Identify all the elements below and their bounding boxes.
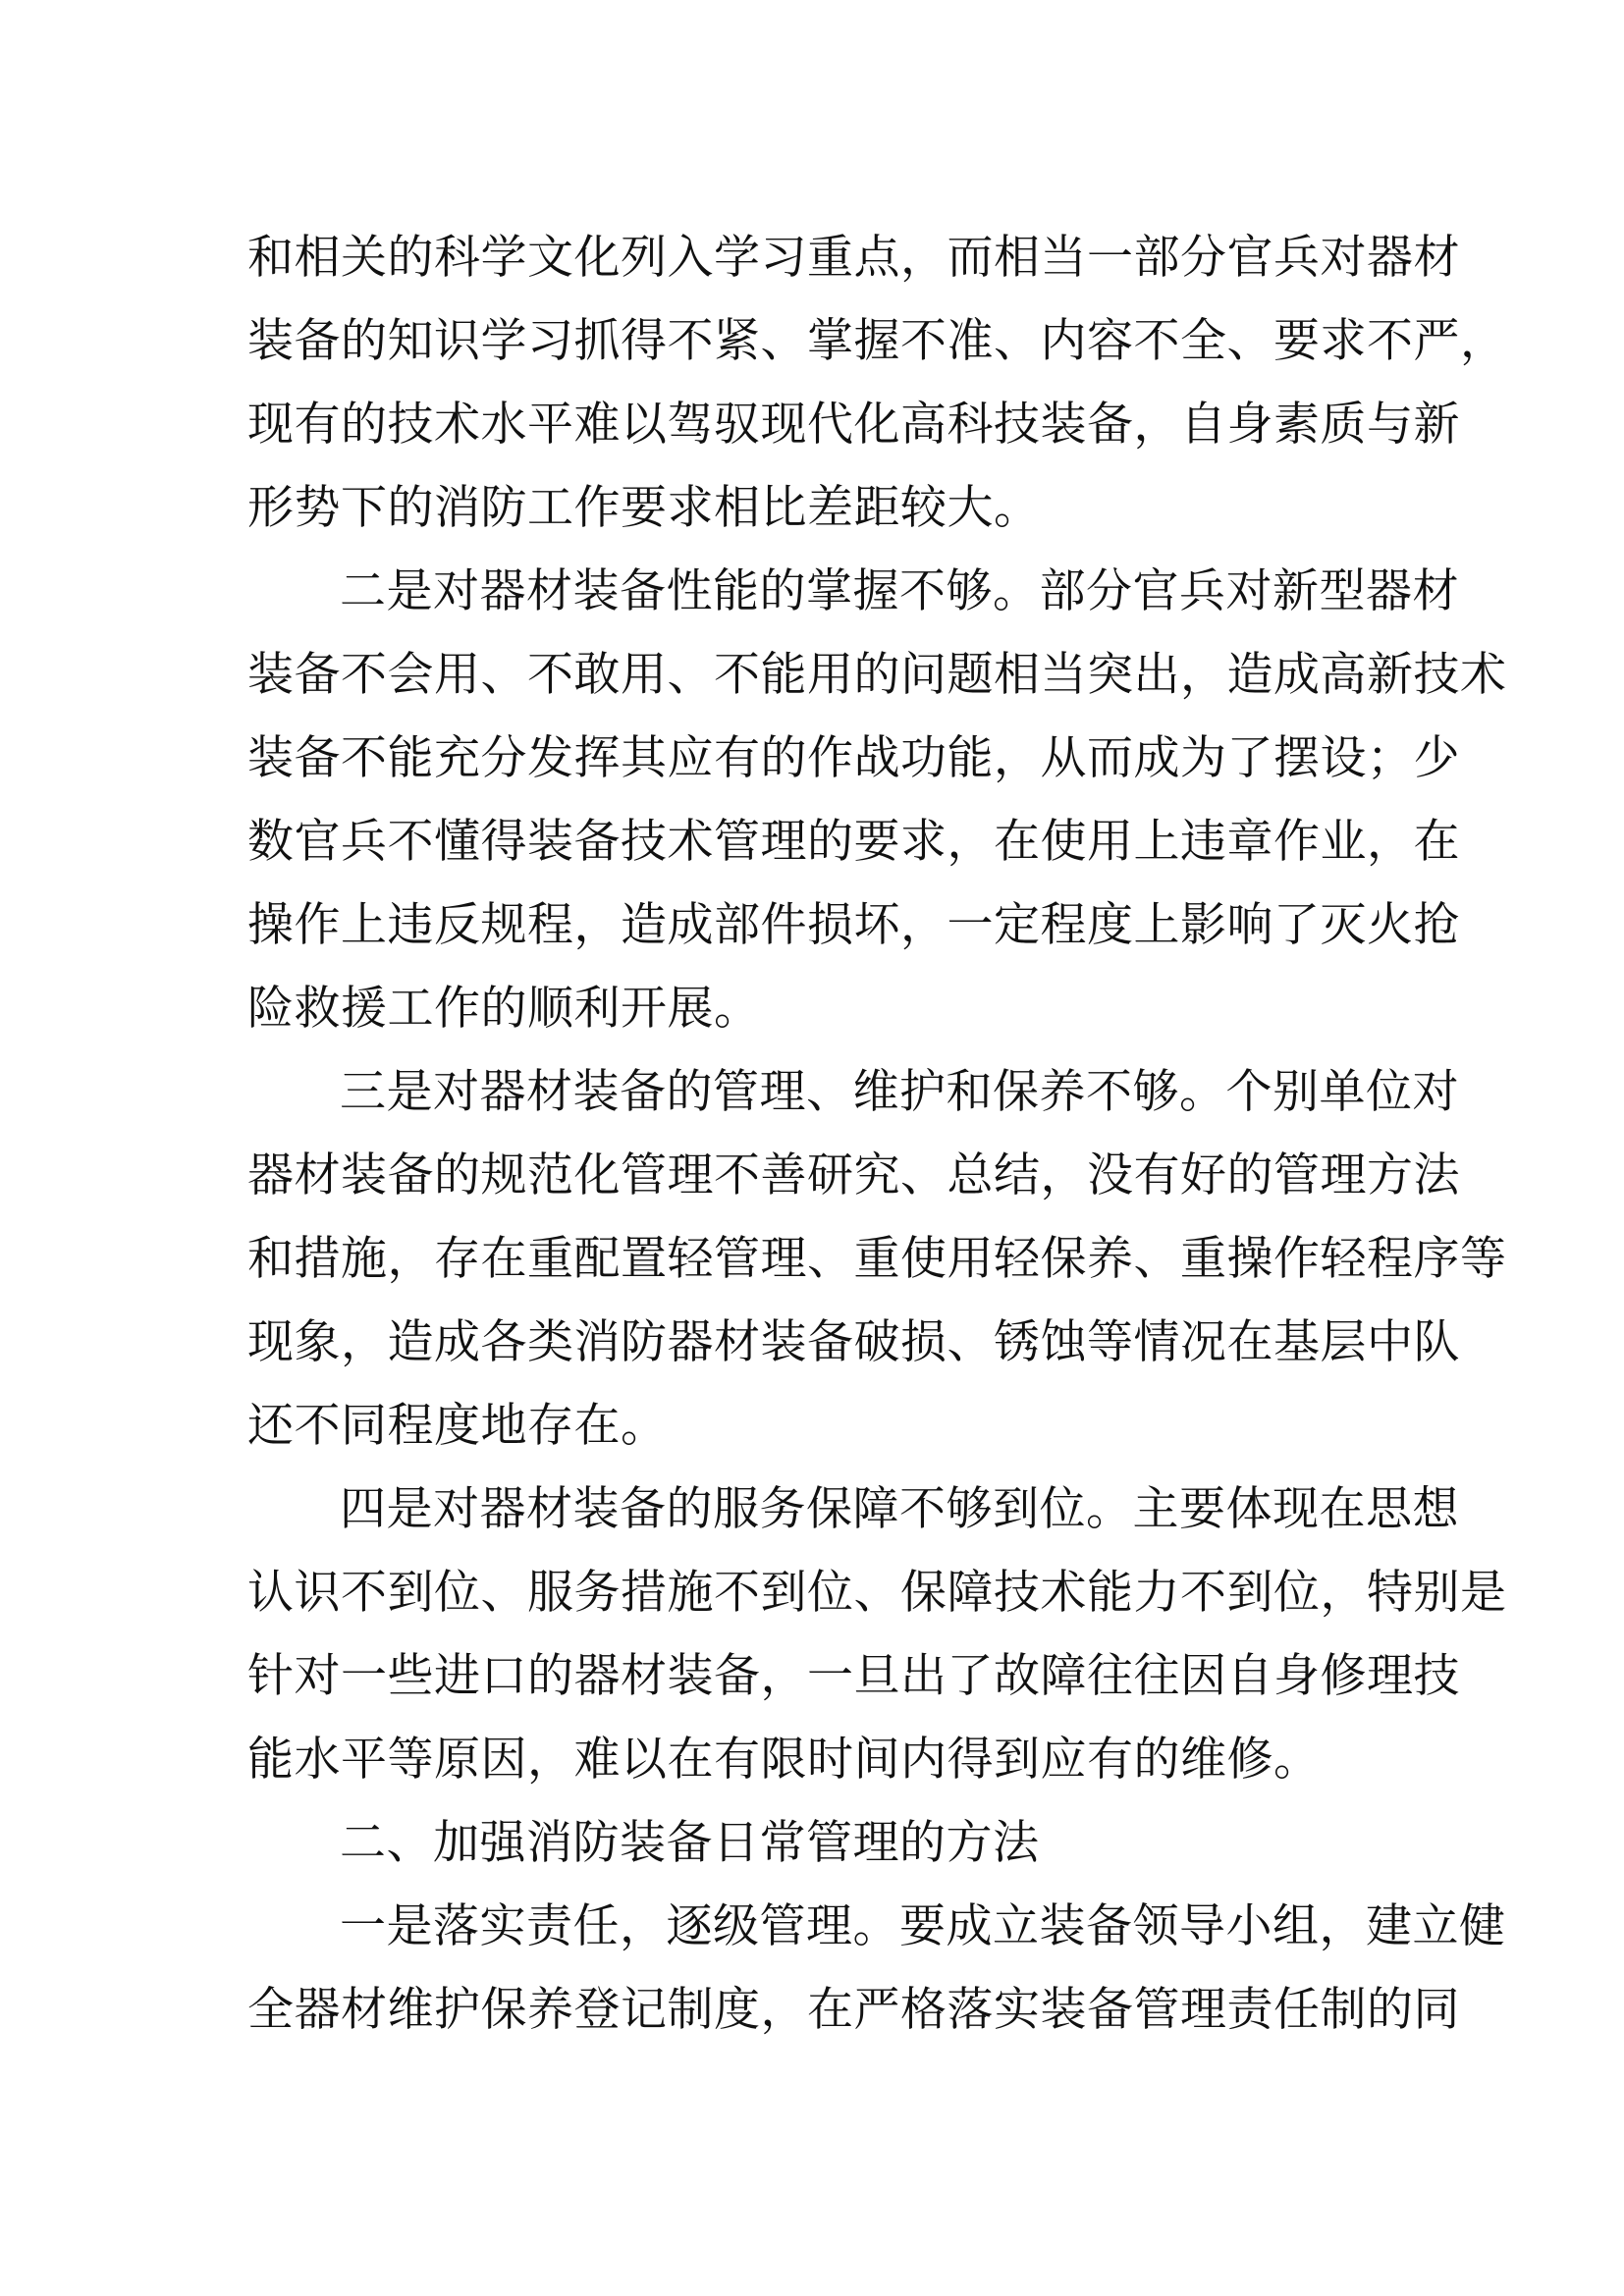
text-line: 险救援工作的顺利开展。	[247, 982, 761, 1036]
text-line: 器材装备的规范化管理不善研究、总结，没有好的管理方法	[247, 1148, 1460, 1202]
paragraph-responsibility	[247, 1885, 1506, 2052]
text-line: 三是对器材装备的管理、维护和保养不够。个别单位对	[340, 1065, 1459, 1119]
text-line: 现象，造成各类消防器材装备破损、锈蚀等情况在基层中队	[247, 1315, 1460, 1369]
text-line: 二是对器材装备性能的掌握不够。部分官兵对新型器材	[340, 564, 1459, 618]
text-line: 操作上违反规程，造成部件损坏，一定程度上影响了灭火抢	[247, 898, 1460, 952]
paragraph-continued	[247, 216, 1507, 550]
text-line: 和措施，存在重配置轻管理、重使用轻保养、重操作轻程序等	[247, 1232, 1507, 1286]
document-body	[247, 216, 1507, 2052]
section-heading-text: 二、加强消防装备日常管理的方法	[340, 1816, 1040, 1870]
text-line: 还不同程度地存在。	[247, 1399, 668, 1453]
text-line: 能水平等原因，难以在有限时间内得到应有的维修。	[247, 1733, 1321, 1787]
paragraph-service-support	[247, 1468, 1507, 1801]
text-line: 现有的技术水平难以驾驭现代化高科技装备，自身素质与新	[247, 398, 1460, 452]
text-line: 装备的知识学习抓得不紧、掌握不准、内容不全、要求不严，	[247, 314, 1507, 368]
paragraph-maintenance	[247, 1050, 1507, 1468]
text-line: 和相关的科学文化列入学习重点，而相当一部分官兵对器材	[247, 231, 1460, 285]
text-line: 形势下的消防工作要求相比差距较大。	[247, 481, 1041, 535]
text-line: 装备不会用、不敢用、不能用的问题相当突出，造成高新技术	[247, 648, 1507, 702]
text-line: 全器材维护保养登记制度，在严格落实装备管理责任制的同	[247, 1983, 1460, 2037]
section-heading	[247, 1801, 1390, 1885]
text-line: 数官兵不懂得装备技术管理的要求，在使用上违章作业，在	[247, 815, 1460, 869]
text-line: 一是落实责任，逐级管理。要成立装备领导小组，建立健	[340, 1899, 1506, 1953]
text-line: 认识不到位、服务措施不到位、保障技术能力不到位，特别是	[247, 1566, 1507, 1620]
text-line: 四是对器材装备的服务保障不够到位。主要体现在思想	[340, 1482, 1459, 1536]
text-line: 装备不能充分发挥其应有的作战功能，从而成为了摆设；少	[247, 731, 1460, 785]
text-line: 针对一些进口的器材装备，一旦出了故障往往因自身修理技	[247, 1649, 1460, 1703]
paragraph-equipment-performance	[247, 550, 1507, 1050]
